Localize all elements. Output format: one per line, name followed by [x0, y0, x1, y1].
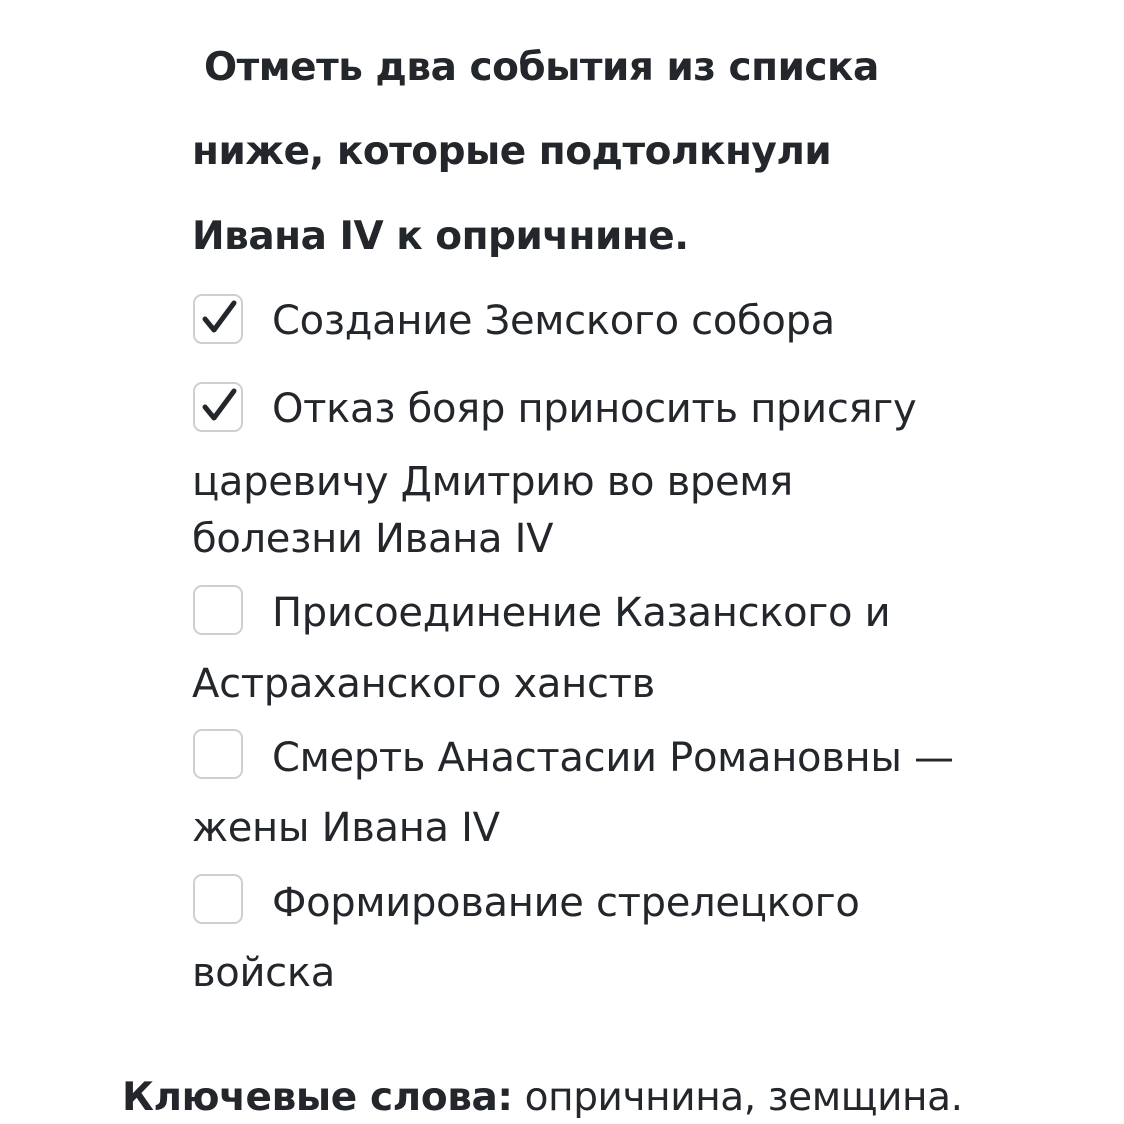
checkbox-option-3[interactable] — [193, 585, 243, 635]
checkbox-option-4[interactable] — [193, 729, 243, 779]
check-mark-icon — [197, 386, 239, 428]
checkbox-option-2[interactable] — [193, 382, 243, 432]
checkbox-option-1[interactable] — [193, 294, 243, 344]
option-label-continuation: жены Ивана IV — [192, 805, 500, 851]
option-label-continuation: болезни Ивана IV — [192, 516, 554, 562]
checkbox-option-5[interactable] — [193, 874, 243, 924]
option-label: Смерть Анастасии Романовны — — [272, 735, 954, 781]
option-label-continuation: царевичу Дмитрию во время — [192, 459, 793, 505]
check-mark-icon — [197, 298, 239, 340]
option-label: Формирование стрелецкого — [272, 880, 860, 926]
option-label-continuation: Астраханского ханств — [192, 661, 655, 707]
question-line-3: Ивана IV к опричнине. — [192, 214, 689, 259]
keywords-label: Ключевые слова: — [122, 1075, 513, 1120]
option-label: Отказ бояр приносить присягу — [272, 386, 917, 432]
question-line-1: Отметь два события из списка — [204, 45, 879, 90]
keywords-line — [122, 1073, 963, 1123]
option-label-continuation: войска — [192, 950, 335, 996]
option-label: Присоединение Казанского и — [272, 590, 891, 636]
option-label: Создание Земского собора — [272, 298, 835, 344]
question-line-2: ниже, которые подтолкнули — [192, 129, 832, 174]
keywords-value: опричнина, земщина. — [524, 1075, 963, 1120]
